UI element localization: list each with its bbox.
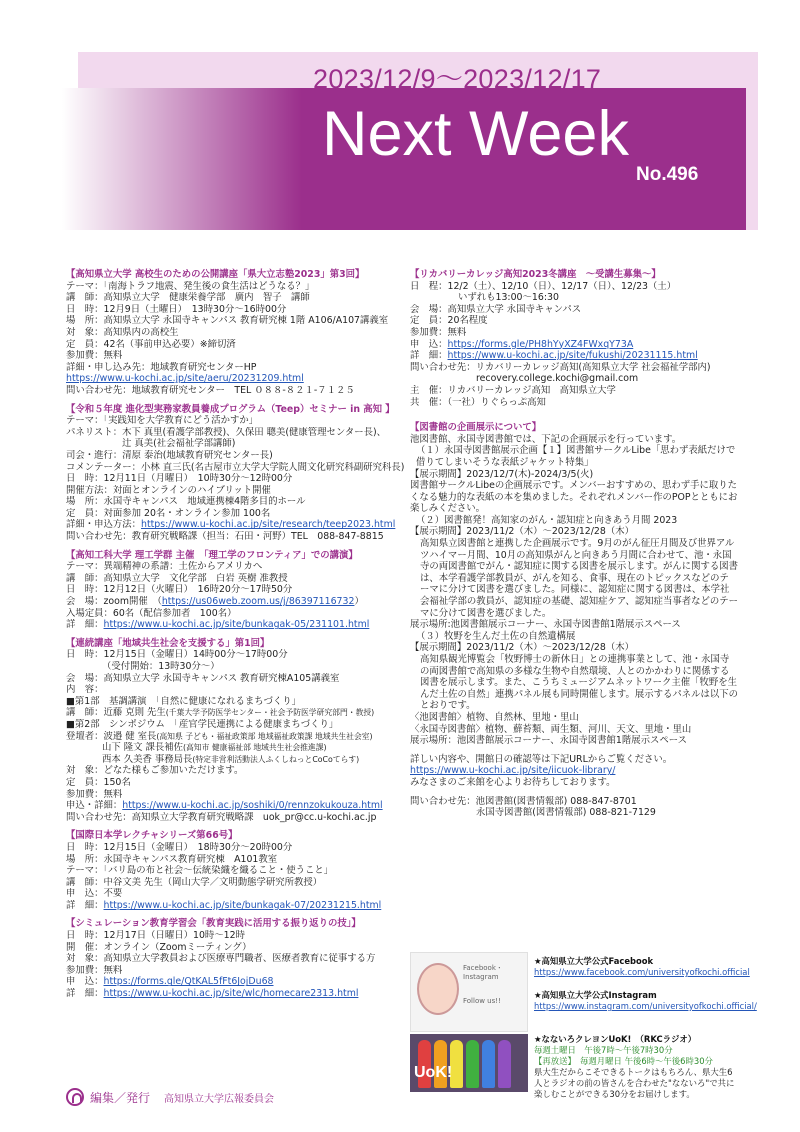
line: 場 所：永国寺キャンパス 地域連携棟4階多目的ホール bbox=[66, 496, 306, 508]
section-lecture-series bbox=[66, 830, 404, 911]
crayon-icon bbox=[482, 1040, 495, 1088]
radio-heading: ★なないろクレヨンUoK! （RKCラジオ） bbox=[534, 1034, 697, 1044]
line: ■第1部 基調講演 「自然に健康になれるまちづくり」 bbox=[66, 695, 302, 707]
email: recovery.college.kochi@gmail.com bbox=[476, 373, 639, 385]
line: 場 所：永国寺キャンパス教育研究棟 A101教室 bbox=[66, 853, 278, 865]
section-library bbox=[410, 422, 738, 819]
line: 問い合わせ先：教育研究戦略課（担当：石田・河野）TEL 088-847-8815 bbox=[66, 531, 384, 543]
library-link[interactable]: https://www.u-kochi.ac.jp/site/iicuok-library/ bbox=[410, 765, 616, 777]
line: 問い合わせ先：地域教育研究センター TEL ０８８-８２１-７１２５ bbox=[66, 384, 355, 396]
section-chiiki-kyousei bbox=[66, 638, 404, 824]
footer-label: 編集／発行 bbox=[90, 1090, 151, 1105]
section-title: 【シミュレーション教育学習会「教育実践に活用する振り返りの技」】 bbox=[66, 918, 361, 930]
instagram-link[interactable]: https://www.instagram.com/universityofkochi.official/ bbox=[534, 1001, 757, 1011]
line: 入場定員：60名（配信参加者 100名） bbox=[66, 607, 237, 619]
instagram-block bbox=[534, 990, 757, 1012]
line: 参加費：無料 bbox=[66, 788, 123, 800]
line: 登壇者：波邉 健 室長 bbox=[66, 730, 157, 742]
crayon-icon bbox=[466, 1040, 479, 1088]
section-kut-frontier bbox=[66, 550, 404, 631]
paragraph: 〈池図書館〉植物、自然林、里地・里山 bbox=[410, 711, 579, 723]
paragraph: 【展示期間】2023/12/7(木)-2024/3/5(火) bbox=[410, 468, 594, 480]
line: 講 師：近藤 克則 先生 bbox=[66, 707, 166, 719]
detail-link[interactable]: https://www.u-kochi.ac.jp/site/wlc/homecare2313.html bbox=[103, 988, 359, 1000]
university-logo-icon bbox=[66, 1088, 84, 1106]
paragraph: 【展示期間】2023/11/2（木）～2023/12/28（木） bbox=[410, 526, 634, 538]
line: 詳細・申し込み先：地域教育研究センターHP bbox=[66, 361, 257, 373]
zoom-link[interactable]: https://us06web.zoom.us/j/86397116732 bbox=[161, 596, 355, 608]
page-title: Next Week bbox=[322, 99, 629, 169]
line: 講 師：中谷文美 先生（岡山大学／文明動態学研究所教授） bbox=[66, 876, 323, 888]
line: 問い合わせ先：高知県立大学教育研究戦略課 uok_pr@cc.u-kochi.ac.jp bbox=[66, 811, 377, 823]
section-recovery-college bbox=[410, 269, 738, 408]
line: 開 催：オンライン（Zoomミーティング） bbox=[66, 941, 252, 953]
line: 共 催：（一社）りぐらっぷ高知 bbox=[410, 396, 546, 408]
line: 日 時：12月17日（日曜日）10時～12時 bbox=[66, 930, 245, 942]
line-label: 詳細・申込方法： bbox=[66, 519, 142, 531]
section-title: 【高知工科大学 理工学群 主催 「理工学のフロンティア」での講演】 bbox=[66, 549, 358, 561]
line: テーマ：「バリ島の布と社会～伝統染織を織ること・使うこと」 bbox=[66, 865, 334, 877]
paragraph: （３）牧野を生んだ土佐の自然遺構展 bbox=[416, 630, 576, 642]
mascot-icon bbox=[417, 963, 459, 1015]
line: 日 程：12/2（土）、12/10（日）、12/17（日）、12/23（土） bbox=[410, 280, 677, 292]
radio-logo-text: UoK! bbox=[414, 1064, 453, 1081]
section-simulation bbox=[66, 918, 404, 999]
line: 主 催：リカバリーカレッジ高知 高知県立大学 bbox=[410, 384, 616, 396]
affiliation: (千葉大学予防医学センター・社会予防医学研究部門・教授) bbox=[165, 708, 375, 718]
line: ■第2部 シンポジウム 「産官学民連携による健康まちづくり」 bbox=[66, 718, 339, 730]
facebook-block bbox=[534, 956, 750, 978]
paragraph: 【展示期間】2023/11/2（木）～2023/12/28（木） bbox=[410, 642, 634, 654]
paragraph: 池図書館、永国寺図書館では、下記の企画展示を行っています。 bbox=[410, 433, 682, 445]
line: コメンテーター：小林 直三氏(名古屋市立大学大学院人間文化研究科副研究科長) bbox=[66, 461, 404, 473]
paragraph: 高知県観光博覧会「牧野博士の新休日」との連携事業として、池・永国寺の両図書館で高知県の多様な生物や自然環境、人とのかかわりに関係する図書を展示します。また、こうちミュージアムネットワーク主催「牧野を生んだ土佐の自然」連携パネル展も同時開催します。展示するパネルは以下のとおりです。 bbox=[420, 654, 739, 712]
line: 対 象：高知県内の高校生 bbox=[66, 326, 179, 338]
paragraph: 展示場所:池図書館展示コーナー、永国寺図書館1階展示スペース bbox=[410, 619, 681, 631]
footer bbox=[66, 1088, 274, 1106]
line: 参加費：無料 bbox=[410, 326, 467, 338]
image-caption: Facebook・Instagram bbox=[463, 964, 503, 981]
date-range: 2023/12/9～2023/12/17 bbox=[313, 64, 602, 94]
affiliation: (高知県 子ども・福祉政策部 地域福祉政策課 地域共生社会室) bbox=[156, 731, 373, 741]
line: 日 時：12月15日（金曜日）14時00分～17時00分 bbox=[66, 649, 288, 661]
line: 申 込：不要 bbox=[66, 888, 123, 900]
form-link[interactable]: https://forms.gle/PH8hYyXZ4FWxqY73A bbox=[447, 338, 634, 350]
line: 場 所：高知県立大学 永国寺キャンパス 教育研究棟 1階 A106/A107講義室 bbox=[66, 315, 389, 327]
section-koukai-kouza bbox=[66, 269, 404, 397]
line-label: 詳 細： bbox=[66, 619, 104, 631]
radio-rerun: 【再放送】 毎週月曜日 午後6時～午後6時30分 bbox=[534, 1056, 713, 1066]
affiliation: (高知市 健康福祉部 地域共生社会推進課) bbox=[182, 743, 327, 753]
detail-link[interactable]: https://www.u-kochi.ac.jp/site/fukushi/20231115.html bbox=[447, 350, 698, 362]
line-label: 詳 細： bbox=[66, 899, 104, 911]
line: 山下 隆文 課長補佐 bbox=[102, 742, 183, 754]
radio-description: 県大生だからこそできるトークはもちろん、県大生6人とラジオの前の皆さんを合わせた"なないろ"で共に楽しむことができる30分をお届けします。 bbox=[534, 1067, 735, 1099]
line-label: 申込・詳細： bbox=[66, 800, 123, 812]
line: テーマ：「南海トラフ地震、発生後の食生活はどうなる？」 bbox=[66, 280, 315, 292]
line-label: 申 込： bbox=[410, 338, 448, 350]
paragraph: 詳しい内容や、開館日の確認等は下記URLからご覧ください。 bbox=[410, 753, 673, 765]
radio-program-image bbox=[410, 1034, 528, 1092]
line: 問い合わせ先：リカバリーカレッジ高知(高知県立大学 社会福祉学部内) bbox=[410, 361, 711, 373]
detail-link[interactable]: https://www.u-kochi.ac.jp/site/bunkagak-07/20231215.html bbox=[103, 899, 382, 911]
left-column bbox=[66, 269, 404, 1007]
facebook-heading: ★高知県立大学公式Facebook bbox=[534, 956, 654, 966]
detail-link[interactable]: https://www.u-kochi.ac.jp/site/bunkagak-05/231101.html bbox=[103, 619, 370, 631]
crayon-icon bbox=[498, 1040, 511, 1088]
radio-block bbox=[534, 1034, 740, 1100]
line: 対 象：どなた様もご参加いただけます。 bbox=[66, 765, 244, 777]
section-title: 【リカバリーカレッジ高知2023冬講座 ～受講生募集～】 bbox=[410, 269, 661, 280]
social-media-image bbox=[410, 952, 528, 1032]
line: パネリスト：木下 真里(看護学部教授)、久保田 聰美(健康管理センター長)、 bbox=[66, 426, 387, 438]
form-link[interactable]: https://forms.gle/QtKAL5fFt6JojDu68 bbox=[103, 976, 274, 988]
line: 定 員：対面参加 20名・オンライン参加 100名 bbox=[66, 507, 271, 519]
line: （受付開始：13時30分～） bbox=[102, 661, 220, 672]
issue-number: No.496 bbox=[636, 164, 699, 185]
line: 辻 真美(社会福祉学部講師) bbox=[122, 438, 236, 450]
paragraph: 〈永国寺図書館〉植物、蘚苔類、両生類、河川、天文、里地・里山 bbox=[410, 723, 692, 735]
line: いずれも13:00～16:30 bbox=[458, 292, 559, 304]
line: 講 師：高知県立大学 文化学部 白岩 英樹 准教授 bbox=[66, 572, 288, 584]
line: 司会・進行：清原 泰治(地域教育研究センター長) bbox=[66, 449, 273, 461]
instagram-heading: ★高知県立大学公式Instagram bbox=[534, 990, 657, 1000]
line: 定 員：150名 bbox=[66, 776, 131, 788]
paragraph: （２）図書館発！高知家のがん・認知症と向きあう月間 2023 bbox=[416, 514, 678, 526]
paragraph: 図書館サークルLibeの企画展示です。メンバーおすすめの、思わず手に取りたくなる魅力的な表紙の本を集めました。それぞれメンバー作のPOPとともにお楽しみください。 bbox=[410, 480, 738, 515]
detail-link[interactable]: https://www.u-kochi.ac.jp/soshiki/0/rennzokukouza.html bbox=[122, 800, 383, 812]
line: 会 場：高知県立大学 永国寺キャンパス 教育研究棟A105講義室 bbox=[66, 672, 340, 684]
line: 西本 久美香 事務局長 bbox=[102, 753, 193, 765]
line: 内 容： bbox=[66, 684, 104, 696]
line-label: 会 場：zoom開催 （ bbox=[66, 596, 162, 608]
paragraph: 展示場所：池図書館展示コーナー、永国寺図書館1階展示スペース bbox=[410, 735, 687, 747]
line: 対 象：高知県立大学教員および医療専門職者、医療者教育に従事する方 bbox=[66, 953, 376, 965]
line: 日 時：12月12日（火曜日） 16時20分～17時50分 bbox=[66, 584, 293, 596]
paragraph: （１）永国寺図書館展示企画【１】図書館サークルLibe「思わず表紙だけで借りてしまいそうな表紙ジャケット特集」 bbox=[416, 445, 736, 468]
paragraph: 高知県立図書館と連携した企画展示です。9月のがん征圧月間及び世界アルツハイマー月間、10月の高知県がんと向きあう月間に合わせて、池・永国寺の両図書館でがん・認知症に関する図書を展示します。がんに関する図書は、本学看護学部教員が、がんを知る、食事、現在のトピックスなどのテーマに分けて図書を選びました。同様に、認知症に関する図書は、本学社会福祉学部の教員が、認知症の基礎、認知症ケア、認知症当事者などのテーマに分けて図書を選びました。 bbox=[420, 538, 739, 619]
contact-line: 永国寺図書館(図書情報部) 088-821-7129 bbox=[476, 807, 656, 819]
line: 日 時：12月15日（金曜日） 18時30分～20時00分 bbox=[66, 841, 293, 853]
line: 定 員：42名（事前申込必要）※締切済 bbox=[66, 338, 236, 350]
line: 参加費：無料 bbox=[66, 350, 123, 362]
section-title: 【図書館の企画展示について】 bbox=[410, 422, 542, 434]
detail-link[interactable]: https://www.u-kochi.ac.jp/site/aeru/20231209.html bbox=[66, 373, 304, 385]
line: 会 場：高知県立大学 永国寺キャンパス bbox=[410, 303, 582, 315]
section-title: 【高知県立大学 高校生のための公開講座「県大立志塾2023」第3回】 bbox=[66, 269, 365, 280]
line: 日 時：12月9日（土曜日） 13時30分～16時00分 bbox=[66, 303, 287, 315]
section-title: 【国際日本学レクチャシリーズ第66号】 bbox=[66, 830, 238, 842]
line-label: 詳 細： bbox=[66, 988, 104, 1000]
line: テーマ：「実践知を大学教育にどう活かすか」 bbox=[66, 415, 259, 427]
detail-link[interactable]: https://www.u-kochi.ac.jp/site/research/teep2023.html bbox=[141, 519, 396, 531]
facebook-link[interactable]: https://www.facebook.com/universityofkochi.official bbox=[534, 967, 750, 977]
header-fade bbox=[62, 88, 302, 230]
image-caption: Follow us!! bbox=[463, 997, 501, 1005]
line-label: 申 込： bbox=[66, 976, 104, 988]
right-column bbox=[410, 269, 738, 826]
affiliation: (特定非営利活動法人ふくしねっとCoCoてらす) bbox=[192, 754, 360, 764]
line: 参加費：無料 bbox=[66, 964, 123, 976]
line-label: ） bbox=[354, 596, 364, 608]
line: 講 師：高知県立大学 健康栄養学部 廣内 智子 講師 bbox=[66, 292, 310, 304]
contact-line: 問い合わせ先：池図書館(図書情報部) 088-847-8701 bbox=[410, 795, 637, 807]
section-title: 【連続講座「地域共生社会を支援する」第1回】 bbox=[66, 637, 270, 649]
radio-schedule: 毎週土曜日 午後7時～午後7時30分 bbox=[534, 1045, 673, 1055]
social-promo bbox=[410, 952, 757, 1099]
section-title: 【令和５年度 進化型実務家教員養成プログラム（Teep）セミナー in 高知 】 bbox=[66, 403, 395, 415]
line: テーマ：異端精神の系譜：土佐からアメリカへ bbox=[66, 561, 263, 573]
line: 開催方法：対面とオンラインのハイブリット開催 bbox=[66, 484, 271, 496]
line: 日 時：12月11日（月曜日） 10時30分～12時00分 bbox=[66, 473, 293, 485]
paragraph: みなさまのご来館を心よりお待ちしております。 bbox=[410, 776, 616, 788]
line-label: 詳 細： bbox=[410, 350, 448, 362]
footer-org: 高知県立大学広報委員会 bbox=[164, 1093, 275, 1105]
line: 定 員：20名程度 bbox=[410, 315, 488, 327]
section-teep-seminar bbox=[66, 404, 404, 543]
